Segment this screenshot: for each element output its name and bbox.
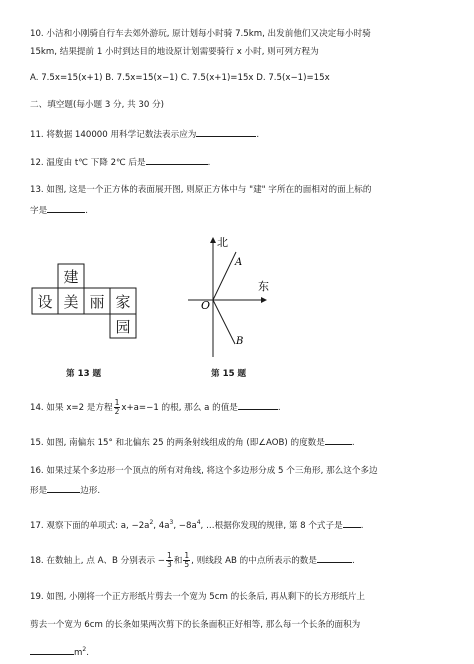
q10-options: A. 7.5x=15(x+1) B. 7.5x=15(x−1) C. 7.5(x+1)=15x D. 7.5(x−1)=15x [30,73,330,83]
q14-pre: 14. 如果 x=2 是方程 [30,403,113,413]
figure13-caption: 第 13 题 [66,369,102,379]
cube-face-label: 家 [115,293,131,311]
east-label: 东 [258,280,269,293]
q17-end: . [360,521,364,531]
q18-mid: 和 [173,556,183,566]
q18-post: , 则线段 AB 的中点所表示的数是 [191,556,317,566]
fraction-denominator: 3 [166,560,172,569]
q10-line2: 15km, 结果提前 1 小时到达目的地设原计划需要骑行 x 小时, 则可列方程为 [30,47,319,57]
direction-angle-figure [186,232,296,362]
answer-blank [196,127,256,137]
ray-ob [213,300,235,344]
answer-blank [146,155,208,165]
q13-end: . [85,206,88,216]
q14 [30,398,281,418]
cube-face-label: 设 [37,293,53,311]
figure15-caption: 第 15 题 [211,369,247,379]
exponent: 3 [169,519,174,526]
answer-blank [30,645,74,655]
fraction-numerator: 1 [184,551,190,560]
q16-line2 [30,483,100,497]
answer-blank [47,483,80,493]
north-label: 北 [217,236,228,249]
origin-label: O [201,299,211,312]
q17-pre: 17. 观察下面的单项式: a, −2a [30,521,150,531]
q17-term: , −8a [173,521,197,531]
q13-line2-text: 字是 [30,206,48,216]
q11-end: . [256,130,260,140]
fraction-numerator: 1 [166,551,172,560]
cube-face-label: 建 [63,268,79,286]
q15-end: . [351,438,355,448]
fraction [166,552,173,569]
answer-blank [47,203,85,213]
q12 [30,155,210,169]
q12-end: . [207,158,211,168]
q17-post: , …根据你发现的规律, 第 8 个式子是 [200,521,343,531]
q16-line1: 16. 如果过某个多边形一个顶点的所有对角线, 将这个多边形分成 5 个三角形, 那么这个多边 [30,466,378,476]
cube-face-label: 美 [63,293,79,311]
fraction-denominator: 5 [184,560,190,569]
q13-line1: 13. 如图, 这是一个正方体的表面展开图, 则原正方体中与 "建" 字所在的面相对的面上标的 [30,185,372,195]
point-a-label: A [235,257,243,268]
q11 [30,127,259,141]
answer-blank [317,553,352,563]
ray-oa [213,252,236,300]
fraction-numerator: 1 [114,398,120,407]
fraction-denominator: 2 [114,407,120,416]
q17-term: , 4a [153,521,170,531]
q16-line2-post: 边形. [80,486,101,496]
q18-end: . [351,556,355,566]
exponent: 2 [82,646,87,653]
answer-blank [343,518,361,528]
q14-post: x+a=−1 的根, 那么 a 的值是 [121,403,238,413]
q14-end: . [277,403,281,413]
q11-text: 11. 将数据 140000 用科学记数法表示应为 [30,130,197,140]
q10-line1: 10. 小洁和小刚骑自行车去郊外游玩, 原计划每小时骑 7.5km, 出发前他们又决定每小时骑 [30,29,371,39]
cube-net-figure [28,262,168,342]
q19-end: . [86,648,89,658]
exponent: 2 [149,519,154,526]
q15-text: 15. 如图, 南偏东 15° 和北偏东 25 的两条射线组成的角 (即∠AOB) 的度数是 [30,438,325,448]
answer-blank [325,435,352,445]
cube-face-label: 丽 [89,293,105,311]
exponent: 4 [196,519,201,526]
q13-line2 [30,203,88,217]
q19-line2: 剪去一个宽为 6cm 的长条如果两次剪下的长条面积正好相等, 那么每一个长条的面积为 [30,620,361,630]
fraction [183,552,190,569]
q18 [30,550,355,572]
section-heading: 二、填空题(每小题 3 分, 共 30 分) [30,100,165,110]
fraction [114,399,121,416]
q18-pre: 18. 在数轴上, 点 A、B 分别表示 − [30,556,165,566]
q19-line3 [30,644,89,659]
cube-face-label: 园 [115,318,131,336]
q12-text: 12. 温度由 t℃ 下降 2℃ 后是 [30,158,146,168]
point-b-label: B [236,336,244,347]
q17 [30,517,363,532]
q15 [30,435,355,449]
q16-line2-pre: 形是 [30,486,48,496]
q19-line1: 19. 如图, 小刚将一个正方形纸片剪去一个宽为 5cm 的长条后, 再从剩下的长方形纸片上 [30,592,365,602]
q19-unit: m [74,648,83,658]
answer-blank [238,400,278,410]
